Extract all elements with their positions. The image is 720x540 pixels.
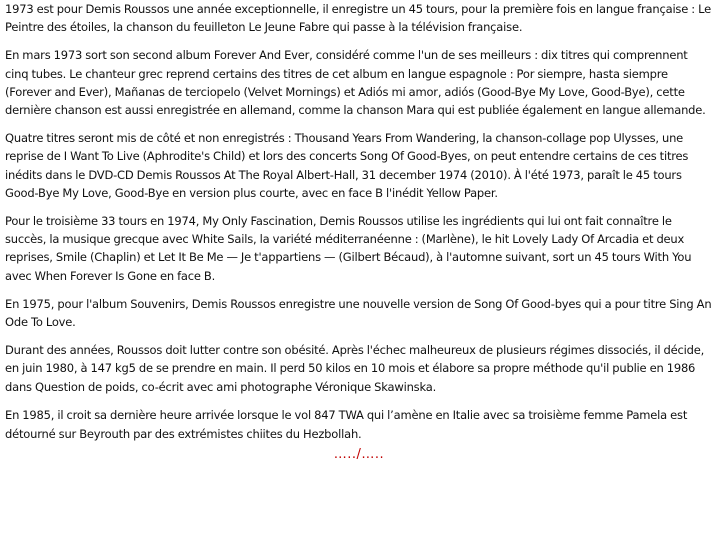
paragraph-souvenirs: En 1975, pour l'album Souvenirs, Demis Roussos enregistre une nouvelle version de Song Of Good-byes qui a pour titre Sing An Ode To Love. xyxy=(5,296,712,330)
paragraph-forever-and-ever: En mars 1973 sort son second album Forever And Ever, considéré comme l'un de ses meilleurs : dix titres qui comprennent cinq tubes. Le chanteur grec reprend certains des titres de cet album en langue espagnole : Por siempre, hasta siempre (Forever and Ever), Mañanas de terciopelo (Velvet Mornings) et Adiós mi amor, adiós (Good-Bye My Love, Good-Bye), cette dernière chanson est aussi enregistrée en allemand, comme la chanson Mara qui est publiée également en langue allemande. xyxy=(5,48,706,118)
paragraph-obesity: Durant des années, Roussos doit lutter contre son obésité. Après l'échec malheureux de plusieurs régimes dissociés, il décide, en juin 1980, à 147 kg5 de se prendre en main. Il perd 50 kilos en 10 mois et élabore sa propre méthode qu'il publie en 1986 dans Question de poids, co-écrit avec ami photographe Véronique Skawinska. xyxy=(5,343,705,394)
document-body xyxy=(5,0,713,464)
paragraph-1973-single: 1973 est pour Demis Roussos une année exceptionnelle, il enregistre un 45 tours, pour la première fois en langue française : Le Peintre des étoiles, la chanson du feuilleton Le Jeune Fabre qui passe à la télévision française. xyxy=(5,2,711,35)
paragraph-unreleased-tracks: Quatre titres seront mis de côté et non enregistrés : Thousand Years From Wandering, la chanson-collage pop Ulysses, une reprise de I Want To Live (Aphrodite's Child) et lors des concerts Song Of Good-Byes, on peut entendre certains de ces titres inédits dans le DVD-CD Demis Roussos At The Royal Albert-Hall, 31 december 1974 (2010). À l'été 1973, paraît le 45 tours Good-Bye My Love, Good-Bye en version plus courte, avec en face B l'inédit Yellow Paper. xyxy=(5,131,689,200)
continuation-mark: …../….. xyxy=(333,446,385,462)
paragraph-my-only-fascination: Pour le troisième 33 tours en 1974, My Only Fascination, Demis Roussos utilise les ingrédients qui lui ont fait connaître le succès, la musique grecque avec White Sails, la variété méditerranéenne : (Marlène), le hit Lovely Lady Of Arcadia et deux reprises, Smile (Chaplin) et Let It Be Me — Je t'appartiens — (Gilbert Bécaud), à l'automne suivant, sort un 45 tours With You avec When Forever Is Gone en face B. xyxy=(5,214,692,283)
paragraph-hijacking: En 1985, il croit sa dernière heure arrivée lorsque le vol 847 TWA qui l’amène en Italie avec sa troisième femme Pamela est détourné sur Beyrouth par des extrémistes chiites du Hezbollah. xyxy=(5,407,688,442)
